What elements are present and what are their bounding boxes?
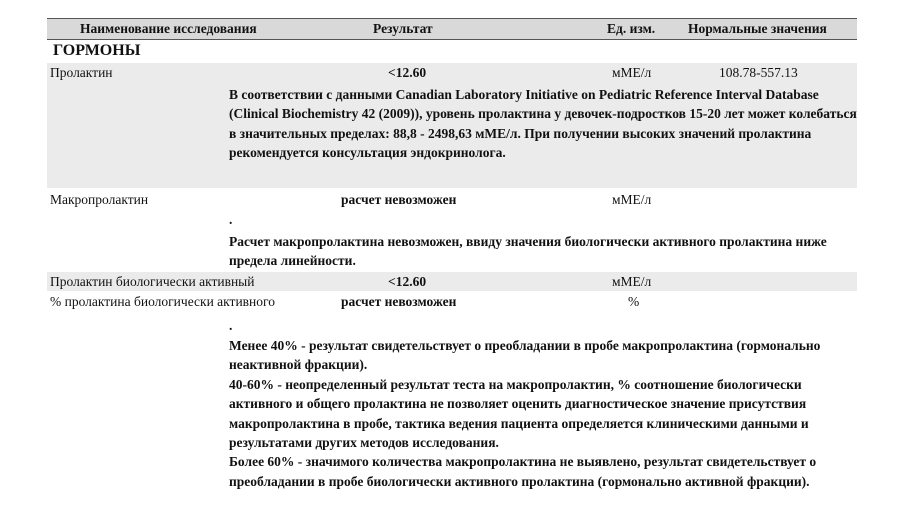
table-row — [47, 292, 857, 518]
row-name: Макропролактин — [50, 192, 149, 207]
row-note — [229, 336, 857, 491]
row-unit: % — [628, 294, 640, 309]
section-title: ГОРМОНЫ — [53, 42, 141, 59]
header-norm: Нормальные значения — [688, 21, 827, 36]
table-row — [47, 272, 857, 291]
table-row — [47, 190, 857, 270]
row-result: расчет невозможен — [341, 294, 457, 309]
row-unit: мМЕ/л — [612, 192, 652, 207]
table-row — [47, 63, 857, 188]
row-norm: 108.78-557.13 — [719, 65, 798, 80]
row-result: расчет невозможен — [341, 192, 457, 207]
header-unit: Ед. изм. — [607, 21, 656, 36]
row-result: <12.60 — [388, 274, 427, 289]
note-paragraph: Менее 40% - результат свидетельствует о преобладании в пробе макропролактина (гормонально неактивной фракции). — [229, 338, 821, 373]
row-unit: мМЕ/л — [612, 274, 652, 289]
row-note-dot: . — [229, 212, 233, 227]
note-paragraph: Более 60% - значимого количества макропролактина не выявлено, результат свидетельствует о преобладании в пробе биологически активного пролактина (гормонально активной фракции). — [229, 454, 817, 489]
note-paragraph: 40-60% - неопределенный результат теста на макропролактин, % соотношение биологически активного и общего пролактина не позволяет оценить диагностическое значение присутствия макропролактина в пробе, тактика ведения пациента определяется клиническими данными и результатами других методов исследования. — [229, 376, 809, 451]
table-header — [47, 18, 857, 40]
row-name: Пролактин — [50, 65, 113, 80]
header-name: Наименование исследования — [80, 21, 257, 36]
row-unit: мМЕ/л — [612, 65, 652, 80]
row-note-dot: . — [229, 318, 233, 333]
row-note: В соответствии с данными Canadian Laboratory Initiative on Pediatric Reference Interval Database (Clinical Biochemistry 42 (2009)), уровень пролактина у девочек-подростков 15-20 лет может колебаться в значительных пределах: 88,8 - 2498,63 мМЕ/л. При получении высоких значений пролактина рекомендуется консультация эндокринолога. — [229, 87, 857, 161]
row-name: Пролактин биологически активный — [50, 274, 255, 289]
header-result: Результат — [373, 21, 433, 36]
row-name: % пролактина биологически активного — [50, 294, 275, 309]
row-result: <12.60 — [388, 65, 427, 80]
row-note: Расчет макропролактина невозможен, ввиду значения биологически активного пролактина ниже предела линейности. — [229, 234, 827, 269]
